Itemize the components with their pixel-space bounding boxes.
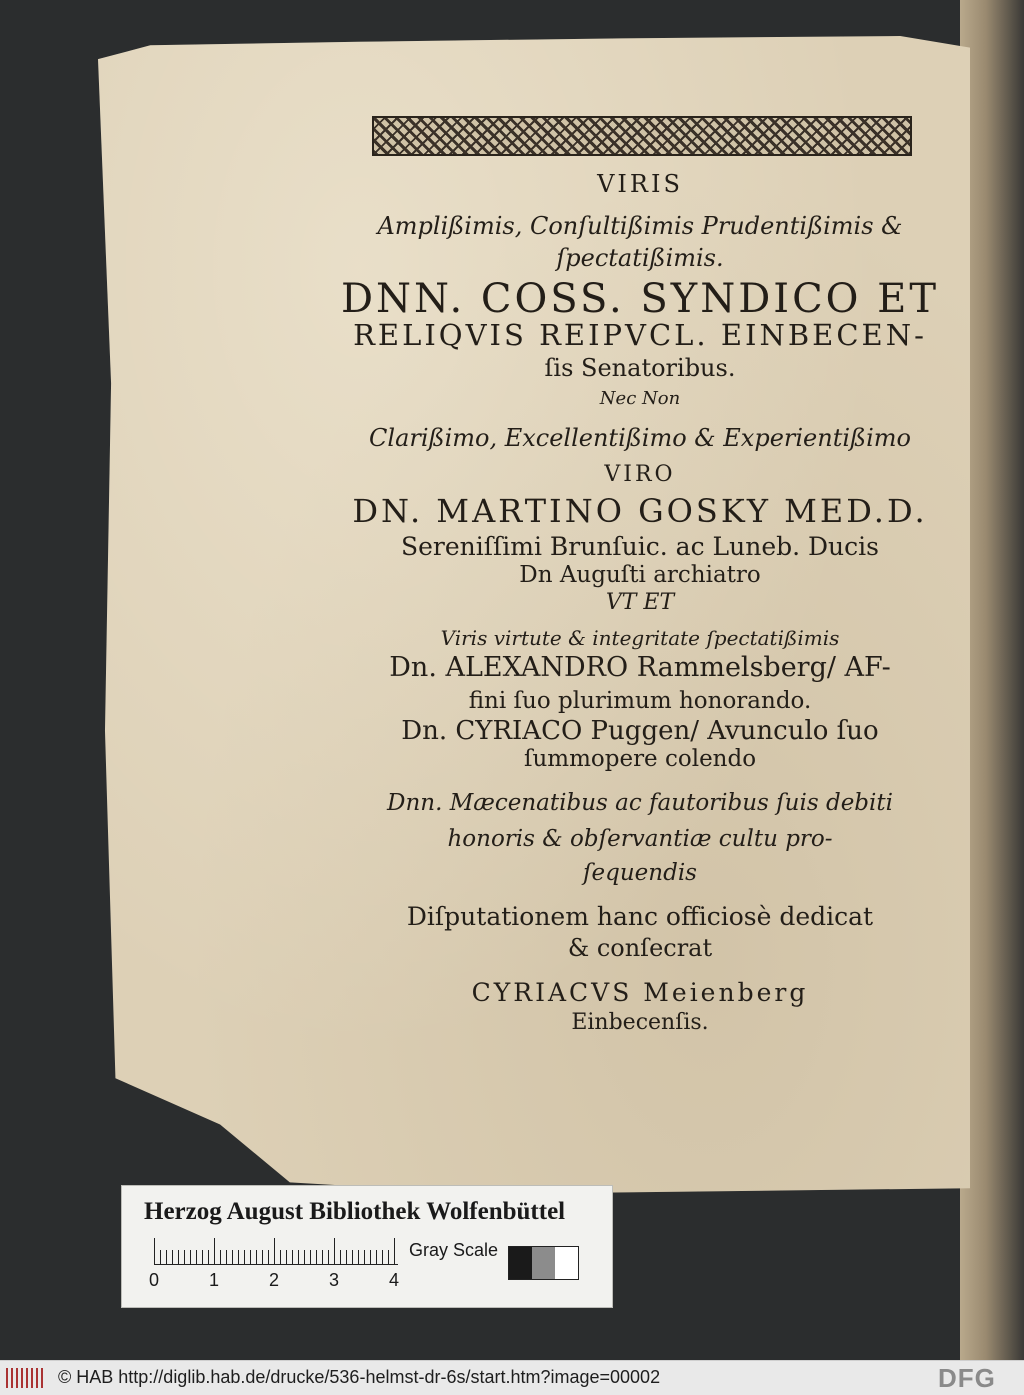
doc-line-4: DNN. COSS. SYNDICO ET (340, 276, 940, 322)
ruler-tick-0 (154, 1238, 155, 1264)
copyright-link[interactable]: © HAB http://diglib.hab.de/drucke/536-helmst-dr-6s/start.htm?image=00002 (58, 1367, 661, 1387)
doc-line-19: Dnn. Mæcenatibus ac fautoribus ſuis debiti (387, 790, 893, 816)
doc-line-9: VIRO (604, 462, 676, 487)
ruler-number-1: 1 (209, 1270, 220, 1290)
scale-ruler (154, 1238, 398, 1265)
gray-scale-label: Gray Scale (409, 1240, 499, 1260)
ruler-number-0: 0 (149, 1270, 160, 1290)
doc-line-2: Amplißimis, Conſultißimis Prudentißimis & (377, 212, 903, 240)
doc-line-13: VT ET (605, 590, 675, 615)
swatch-gray (532, 1247, 555, 1279)
doc-line-18: ſummopere colendo (523, 746, 757, 772)
doc-line-12: Dn Auguſti archiatro (519, 562, 761, 588)
doc-line-3: ſpectatißimis. (556, 244, 724, 272)
ruler-tick-4 (394, 1238, 395, 1264)
doc-line-24: CYRIACVS Meienberg (471, 978, 809, 1007)
doc-line-11: Sereniſſimi Brunſuic. ac Luneb. Ducis (400, 532, 879, 561)
dfg-logo: DFG (938, 1363, 996, 1393)
hab-barcode-icon (6, 1368, 46, 1388)
doc-line-23: & conſecrat (567, 934, 713, 962)
gray-scale-swatches (508, 1246, 579, 1280)
color-calibration-card (121, 1185, 613, 1308)
ruler-number-4: 4 (389, 1270, 400, 1290)
ruler-number-2: 2 (269, 1270, 280, 1290)
ornamental-headpiece (372, 116, 912, 156)
doc-line-8: Clarißimo, Excellentißimo & Experientißimo (369, 424, 911, 452)
doc-line-10: DN. MARTINO GOSKY MED.D. (352, 492, 928, 530)
doc-line-15: Dn. ALEXANDRO Rammelsberg/ AF- (389, 652, 891, 683)
ruler-tick-2 (274, 1238, 275, 1264)
doc-line-7: Nec Non (599, 388, 681, 409)
doc-line-20: honoris & obſervantiæ cultu pro- (447, 826, 833, 852)
swatch-black (509, 1247, 532, 1279)
library-name: Herzog August Bibliothek Wolfenbüttel (144, 1198, 566, 1225)
footer-bar (0, 1360, 1024, 1395)
doc-line-22: Diſputationem hanc officiosè dedicat (406, 902, 874, 931)
doc-line-6: ſis Senatoribus. (544, 354, 736, 382)
doc-line-17: Dn. CYRIACO Puggen/ Avunculo ſuo (401, 716, 879, 746)
doc-line-25: Einbecenſis. (571, 1010, 709, 1035)
doc-line-21: ſequendis (583, 860, 697, 886)
doc-line-16: fini ſuo plurimum honorando. (468, 688, 812, 714)
doc-line-14: Viris virtute & integritate ſpectatißimis (440, 626, 840, 650)
doc-line-5: RELIQVIS REIPVCL. EINBECEN- (353, 318, 927, 352)
swatch-white (555, 1247, 578, 1279)
ruler-tick-1 (214, 1238, 215, 1264)
doc-line-1: VIRIS (597, 170, 683, 198)
ruler-number-3: 3 (329, 1270, 340, 1290)
ruler-tick-3 (334, 1238, 335, 1264)
